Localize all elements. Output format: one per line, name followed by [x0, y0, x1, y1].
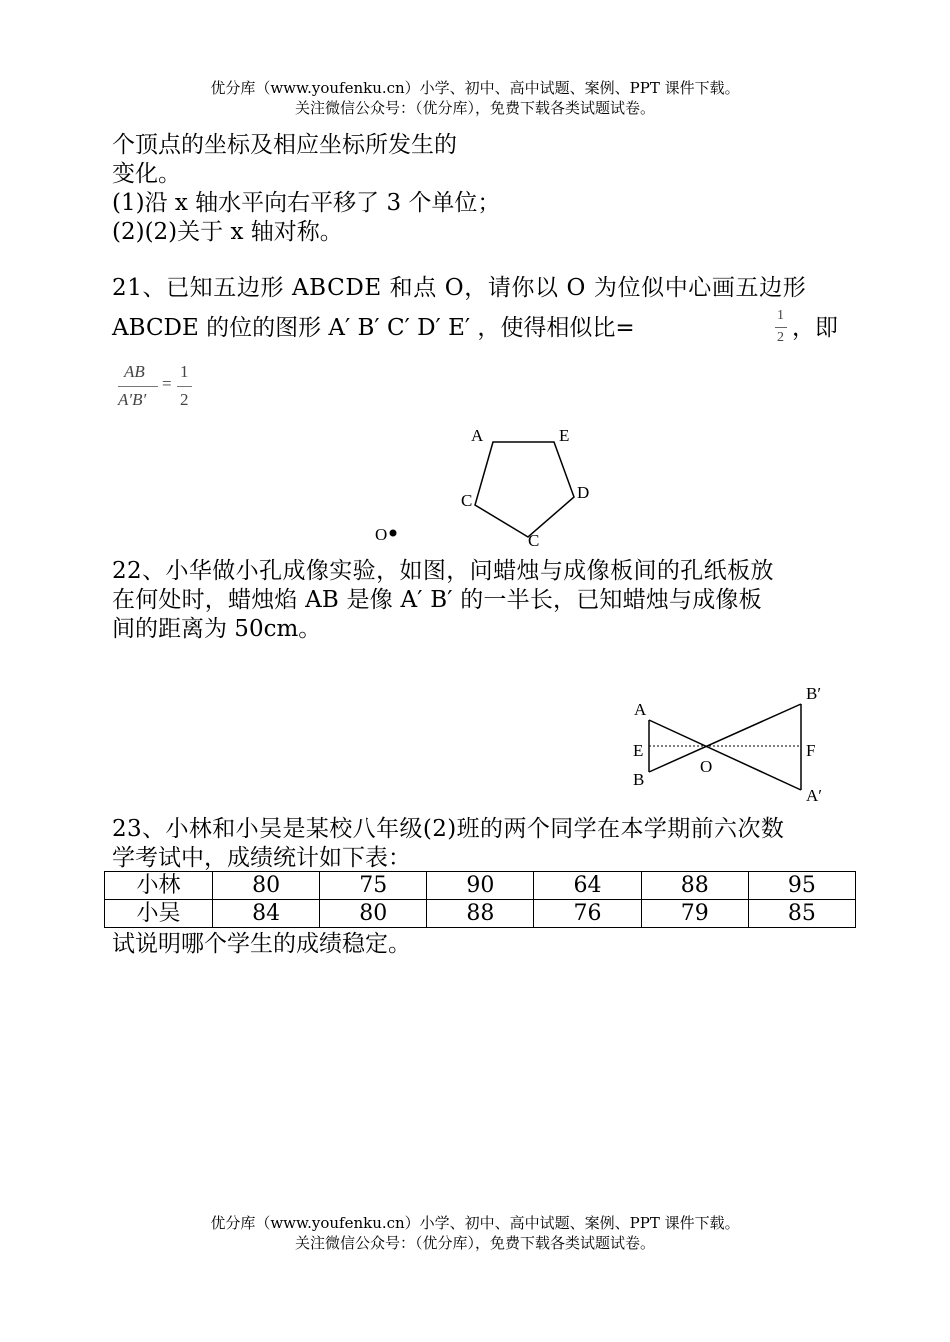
q21-line-2b: ，即	[792, 315, 838, 341]
table-row	[105, 872, 856, 900]
score-cell: 80	[320, 900, 427, 928]
eq-half-denominator: 2	[180, 390, 189, 409]
q22-line-2: 在何处时，蜡烛焰 AB 是像 A′ B′ 的一半长，已知蜡烛与成像板	[112, 587, 762, 613]
score-cell: 76	[534, 900, 641, 928]
table-row	[105, 900, 856, 928]
q21-ratio-denominator: 2	[777, 330, 784, 345]
score-cell: 90	[427, 872, 534, 900]
label-c-left: C	[461, 491, 473, 510]
page-footer-line-1: 优分库（www.youfenku.cn）小学、初中、高中试题、案例、PPT 课件下载。	[210, 1214, 740, 1232]
label-c-bottom: C	[528, 531, 540, 550]
score-cell: 88	[427, 900, 534, 928]
label-o: O	[375, 525, 388, 544]
ray-a-a2	[649, 720, 801, 790]
label-f: F	[806, 741, 816, 760]
label-e: E	[559, 426, 570, 445]
label-o: O	[700, 757, 713, 776]
label-b: B	[633, 770, 645, 789]
score-cell: 95	[748, 872, 855, 900]
q20-item-2: (2)(2)关于 x 轴对称。	[112, 219, 343, 245]
q21-line-1: 21、已知五边形 ABCDE 和点 O，请你以 O 为位似中心画五边形	[112, 275, 807, 301]
page-header-line-1: 优分库（www.youfenku.cn）小学、初中、高中试题、案例、PPT 课件下载。	[210, 79, 740, 97]
scores-table	[104, 871, 856, 928]
q23-line-1: 23、小林和小吴是某校八年级(2)班的两个同学在本学期前六次数	[112, 816, 785, 842]
score-cell: 75	[320, 872, 427, 900]
q21-ratio-numerator: 1	[777, 308, 784, 323]
page-footer-line-2: 关注微信公众号：（优分库），免费下载各类试题试卷。	[294, 1234, 655, 1252]
eq-sign: =	[162, 374, 172, 393]
eq-numerator-ab: AB	[124, 362, 145, 381]
ray-b-b2	[649, 704, 801, 772]
q21-line-2a: ABCDE 的位的图形 A′ B′ C′ D′ E′ ，使得相似比=	[112, 315, 635, 341]
label-a: A	[634, 700, 647, 719]
eq-denominator: A′B′	[118, 390, 147, 409]
q20-line-2: 变化。	[112, 161, 181, 187]
q20-item-1: (1)沿 x 轴水平向右平移了 3 个单位；	[112, 190, 501, 216]
q20-line-1: 个顶点的坐标及相应坐标所发生的	[112, 132, 457, 158]
score-cell: 80	[213, 872, 320, 900]
eq-half-numerator: 1	[180, 362, 189, 381]
label-d: D	[577, 483, 590, 502]
student-name: 小林	[105, 872, 213, 900]
student-name: 小吴	[105, 900, 213, 928]
score-cell: 84	[213, 900, 320, 928]
page-header-line-2: 关注微信公众号：（优分库），免费下载各类试题试卷。	[294, 99, 655, 117]
label-b-prime: B′	[806, 684, 822, 703]
q22-line-1: 22、小华做小孔成像实验，如图，问蜡烛与成像板间的孔纸板放	[112, 558, 774, 584]
score-cell: 88	[641, 872, 748, 900]
score-cell: 64	[534, 872, 641, 900]
q22-line-3: 间的距离为 50cm。	[112, 616, 322, 642]
label-e: E	[633, 741, 644, 760]
q23-line-2: 学考试中，成绩统计如下表：	[112, 845, 411, 871]
score-cell: 85	[748, 900, 855, 928]
score-cell: 79	[641, 900, 748, 928]
q23-question: 试说明哪个学生的成绩稳定。	[112, 931, 411, 957]
label-a: A	[471, 426, 484, 445]
label-a-prime: A′	[806, 786, 822, 805]
